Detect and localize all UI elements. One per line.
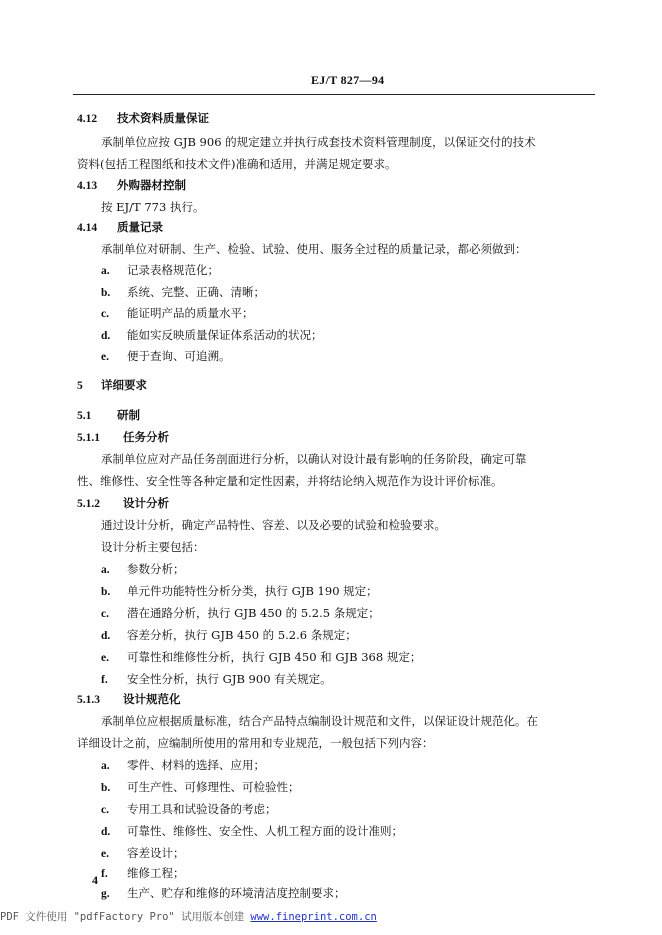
section-number: 5.1.2 [77,498,100,510]
paragraph-line: 按 EJ/T 773 执行。 [101,200,205,214]
list-item-label: d. [101,630,111,642]
list-item-text: 零件、材料的选择、应用； [127,758,265,772]
list-item-label: e. [101,652,109,664]
list-item-text: 安全性分析，执行 GJB 900 有关规定。 [127,672,332,686]
section-title: 详细要求 [101,378,147,392]
section-title: 质量记录 [117,220,163,234]
list-item [101,562,185,577]
list-item-text: 能证明产品的质量水平； [127,306,254,320]
list-item-label: c. [101,608,109,620]
list-item-label: c. [101,804,109,816]
paragraph-line: 承制单位对研制、生产、检验、试验、使用、服务全过程的质量记录，都必须做到： [101,242,527,256]
paragraph-line: 承制单位应根据质量标准，结合产品特点编制设计规范和文件，以保证设计规范化。在 [101,714,538,728]
section-title: 技术资料质量保证 [117,111,209,125]
pdf-footer-notice: PDF 文件使用 "pdfFactory Pro" 试用版本创建 [0,911,245,923]
list-item [101,802,277,817]
section-title: 任务分析 [123,430,169,444]
list-item-text: 容差分析，执行 GJB 450 的 5.2.6 条规定； [127,628,357,642]
list-item-label: d. [101,330,111,342]
list-item [101,328,323,343]
list-item-text: 可靠性和维修性分析，执行 GJB 450 和 GJB 368 规定； [127,650,422,664]
list-item-label: g. [101,888,110,900]
list-item-label: f. [101,674,108,686]
fineprint-link[interactable]: www.fineprint.com.cn [250,911,377,923]
list-item-text: 容差设计； [127,846,185,860]
section-5-heading [77,378,147,393]
section-4-12-heading [77,111,209,126]
section-5-1-2-heading [77,496,169,511]
section-number: 4.13 [77,180,98,192]
list-item-text: 可生产性、可修理性、可检验性； [127,780,300,794]
list-item-label: b. [101,287,111,299]
paragraph-line: 性、维修性、安全性等各种定量和定性因素，并将结论纳入规范作为设计评价标准。 [77,474,503,488]
list-item-label: a. [101,760,110,772]
list-item-label: c. [101,308,109,320]
paragraph-line: 通过设计分析，确定产品特性、容差、以及必要的试验和检验要求。 [101,518,446,532]
section-number: 5.1 [77,410,92,422]
page-number: 4 [92,873,98,887]
list-item [101,886,346,901]
list-item-label: d. [101,826,111,838]
list-item-text: 潜在通路分析，执行 GJB 450 的 5.2.5 条规定； [127,606,380,620]
section-number: 5.1.1 [77,432,100,444]
document-code-header: EJ/T 827—94 [311,73,385,87]
list-item [101,306,254,321]
list-item [101,285,265,300]
list-item [101,758,265,773]
section-4-14-heading [77,220,163,235]
list-item [101,584,378,599]
list-item [101,650,421,665]
section-number: 5.1.3 [77,694,100,706]
list-item [101,263,219,278]
section-number: 5 [77,380,83,392]
section-5-1-heading [77,408,140,423]
list-item-label: e. [101,848,109,860]
list-item [101,846,185,861]
list-item [101,606,380,621]
list-item-label: e. [101,351,109,363]
list-item-label: b. [101,782,111,794]
list-item-text: 能如实反映质量保证体系活动的状况； [127,328,323,342]
section-title: 设计分析 [123,496,169,510]
list-item [101,672,332,687]
list-item-text: 便于查询、可追溯。 [127,349,231,363]
section-5-1-1-heading [77,430,169,445]
section-title: 设计规范化 [123,692,181,706]
section-number: 4.12 [77,113,98,125]
paragraph-line: 详细设计之前，应编制所使用的常用和专业规范，一般包括下列内容： [77,736,434,750]
list-item-label: f. [101,868,108,880]
section-title: 研制 [117,408,140,422]
section-title: 外购器材控制 [117,178,186,192]
list-item-text: 维修工程； [127,866,185,880]
list-item-text: 可靠性、维修性、安全性、人机工程方面的设计准则； [127,824,403,838]
list-item-text: 参数分析； [127,562,185,576]
list-item-text: 记录表格规范化； [127,263,219,277]
list-item [101,349,231,364]
list-item-text: 专用工具和试验设备的考虑； [127,802,277,816]
list-item-label: a. [101,564,110,576]
list-item [101,780,300,795]
list-item-label: a. [101,265,110,277]
paragraph-line: 承制单位应对产品任务剖面进行分析，以确认对设计最有影响的任务阶段，确定可靠 [101,452,527,466]
list-item-label: b. [101,586,111,598]
pdf-footer [0,909,377,924]
paragraph-line: 资料(包括工程图纸和技术文件)准确和适用，并满足规定要求。 [77,157,397,171]
list-item-text: 单元件功能特性分析分类，执行 GJB 190 规定； [127,584,378,598]
list-item [101,824,403,839]
list-item-text: 生产、贮存和维修的环境清洁度控制要求； [127,886,346,900]
section-4-13-heading [77,178,186,193]
paragraph-line: 承制单位应按 GJB 906 的规定建立并执行成套技术资料管理制度，以保证交付的技术 [101,135,536,149]
section-number: 4.14 [77,222,98,234]
list-item [101,628,357,643]
header-rule [73,94,595,95]
list-item-text: 系统、完整、正确、清晰； [127,285,265,299]
paragraph-line: 设计分析主要包括： [101,540,205,554]
section-5-1-3-heading [77,692,181,707]
list-item [101,866,185,881]
